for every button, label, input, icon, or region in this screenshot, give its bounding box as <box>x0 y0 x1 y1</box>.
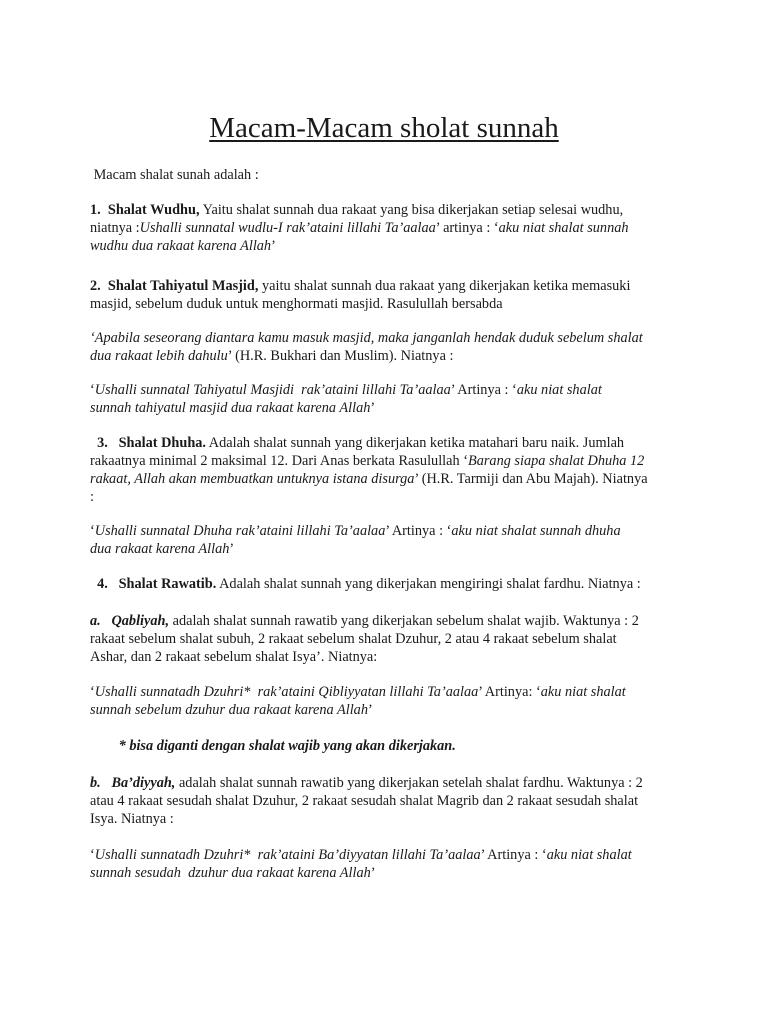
paragraph-qabliyah <box>90 612 639 666</box>
text-segment: ’ <box>370 865 376 881</box>
text-segment: dua rakaat karena Allah <box>90 541 230 557</box>
text-segment: wudhu dua rakaat karena Allah <box>90 238 272 254</box>
text-segment: Adalah shalat sunnah yang dikerjakan ketika matahari baru naik. Jumlah <box>206 435 625 451</box>
text-segment: rakaat sebelum shalat subuh, 2 rakaat sebelum shalat Dzuhur, 2 atau 4 rakaat sebelum shalat <box>90 631 617 647</box>
text-segment: Isya. Niatnya : <box>90 811 174 827</box>
text-segment: b. Ba’diyyah, <box>90 775 176 791</box>
text-line <box>90 612 639 630</box>
text-segment: Barang siapa shalat Dhuha 12 <box>467 453 645 469</box>
text-segment: Ushalli sunnatal wudlu-I rak’ataini lillahi Ta’aalaa <box>139 220 436 236</box>
text-line <box>90 237 629 255</box>
text-segment: Ushalli sunnatal Tahiyatul Masjidi rak’ataini lillahi Ta’aalaa <box>94 382 451 398</box>
text-segment: 3. Shalat Dhuha. <box>90 435 207 451</box>
text-line <box>90 470 648 488</box>
text-line <box>90 864 632 882</box>
paragraph-niat-dhuha <box>90 522 621 558</box>
text-segment: adalah shalat sunnah rawatib yang dikerjakan sebelum shalat wajib. Waktunya : 2 <box>169 613 639 629</box>
text-line <box>90 452 648 470</box>
text-line <box>90 774 643 792</box>
text-segment: Macam shalat sunah adalah : <box>90 167 259 183</box>
text-line <box>90 295 630 313</box>
text-line <box>90 166 259 184</box>
text-segment: Ushalli sunnatadh Dzuhri* rak’ataini Ba’diyyatan lillahi Ta’aalaa <box>94 847 481 863</box>
text-segment: atau 4 rakaat sesudah shalat Dzuhur, 2 rakaat sesudah shalat Magrib dan 2 rakaat sesudah shalat <box>90 793 639 809</box>
text-segment: ’ (H.R. Tarmiji dan Abu Majah). Niatnya <box>414 471 648 487</box>
paragraph-hadith-quote <box>90 329 643 365</box>
text-segment: ‘ <box>90 523 95 539</box>
paragraph-niat-tahiyatul-masjid <box>90 381 602 417</box>
paragraph-badiyyah <box>90 774 643 828</box>
text-line <box>90 277 630 295</box>
text-line <box>90 219 629 237</box>
text-segment: Yaitu shalat sunnah dua rakaat yang bisa dikerjakan setiap selesai wudhu, <box>199 202 624 218</box>
text-segment: : <box>90 489 94 505</box>
text-segment: ’ (H.R. Bukhari dan Muslim). Niatnya : <box>227 348 454 364</box>
text-segment: ‘ <box>90 847 95 863</box>
text-segment: aku niat shalat sunnah dhuha <box>451 523 621 539</box>
text-line <box>90 522 621 540</box>
paragraph-niat-qabliyah <box>90 683 626 719</box>
document-title: Macam-Macam sholat sunnah <box>209 112 559 144</box>
text-segment: sunnah sebelum dzuhur dua rakaat karena Allah <box>90 702 368 718</box>
text-line <box>90 701 626 719</box>
text-segment: ’ Artinya : ‘ <box>450 382 517 398</box>
text-segment: ’ Artinya : ‘ <box>385 523 452 539</box>
text-segment: ’ Artinya: ‘ <box>478 684 541 700</box>
text-segment: Adalah shalat sunnah yang dikerjakan mengiringi shalat fardhu. Niatnya : <box>216 576 641 592</box>
text-segment: * bisa diganti dengan shalat wajib yang akan dikerjakan. <box>90 738 456 754</box>
text-segment: ‘ <box>90 382 95 398</box>
text-segment: aku niat shalat sunnah <box>498 220 629 236</box>
text-line <box>90 434 648 452</box>
text-line <box>90 792 643 810</box>
text-line <box>90 630 639 648</box>
text-segment: sunnah tahiyatul masjid dua rakaat karena Allah <box>90 400 371 416</box>
paragraph-shalat-dhuha <box>90 434 648 506</box>
text-line <box>90 488 648 506</box>
text-segment: aku niat shalat <box>540 684 626 700</box>
text-segment: sunnah sesudah dzuhur dua rakaat karena Allah <box>90 865 371 881</box>
text-segment: rakaatnya minimal 2 maksimal 12. Dari Anas berkata Rasulullah ‘ <box>90 453 468 469</box>
text-segment: ‘Apabila seseorang diantara kamu masuk masjid, maka janganlah hendak duduk sebelum shalat <box>90 330 643 346</box>
text-line <box>90 810 643 828</box>
text-line <box>90 329 643 347</box>
text-segment: 2. Shalat Tahiyatul Masjid, <box>90 278 259 294</box>
text-segment: aku niat shalat <box>516 382 602 398</box>
text-segment: 1. Shalat Wudhu, <box>90 202 200 218</box>
text-line <box>90 201 629 219</box>
text-segment: yaitu shalat sunnah dua rakaat yang dikerjakan ketika memasuki <box>258 278 631 294</box>
text-segment: ’ artinya : ‘ <box>435 220 499 236</box>
text-segment: ’ <box>370 400 376 416</box>
text-segment: Ushalli sunnatadh Dzuhri* rak’ataini Qibliyyatan lillahi Ta’aalaa <box>94 684 479 700</box>
text-segment: dua rakaat lebih dahulu <box>90 348 228 364</box>
text-line <box>90 737 456 755</box>
paragraph-intro <box>90 166 259 184</box>
paragraph-footnote <box>90 737 456 755</box>
text-segment: 4. Shalat Rawatib. <box>90 576 217 592</box>
text-segment: ’ <box>367 702 373 718</box>
text-line <box>90 399 602 417</box>
text-segment: ’ Artinya : ‘ <box>480 847 547 863</box>
paragraph-shalat-wudhu <box>90 201 629 255</box>
paragraph-shalat-rawatib <box>90 575 641 593</box>
text-segment: a. Qabliyah, <box>90 613 170 629</box>
text-segment: ’ <box>271 238 276 254</box>
text-segment: rakaat, Allah akan membuatkan untuknya istana disurga <box>90 471 415 487</box>
text-segment: adalah shalat sunnah rawatib yang dikerjakan setelah shalat fardhu. Waktunya : 2 <box>175 775 643 791</box>
paragraph-shalat-tahiyatul-masjid <box>90 277 630 313</box>
text-segment: Ushalli sunnatal Dhuha rak’ataini lillahi Ta’aalaa <box>94 523 386 539</box>
text-segment: aku niat shalat <box>546 847 632 863</box>
text-line <box>90 540 621 558</box>
text-segment: masjid, sebelum duduk untuk menghormati masjid. Rasulullah bersabda <box>90 296 503 312</box>
text-line <box>90 347 643 365</box>
text-segment: niatnya : <box>90 220 140 236</box>
text-segment: ‘ <box>90 684 95 700</box>
text-segment: ’ <box>229 541 235 557</box>
text-line <box>90 648 639 666</box>
text-line <box>90 381 602 399</box>
text-line <box>90 575 641 593</box>
text-segment: Ashar, dan 2 rakaat sebelum shalat Isya’. Niatnya: <box>90 649 378 665</box>
text-line <box>90 846 632 864</box>
text-line <box>90 683 626 701</box>
paragraph-niat-badiyyah <box>90 846 632 882</box>
